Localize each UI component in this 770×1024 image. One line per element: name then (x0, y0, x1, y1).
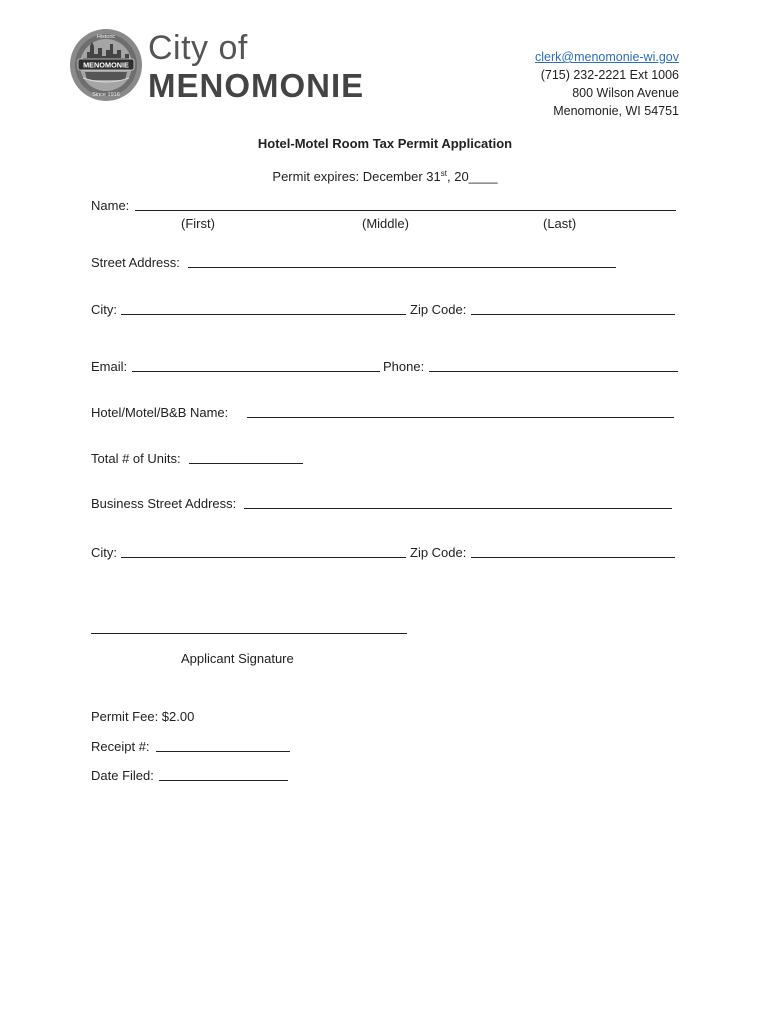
name-middle-caption: (Middle) (362, 216, 409, 231)
expires-superscript: st (440, 169, 447, 178)
date-filed-field[interactable] (159, 780, 288, 781)
phone-label: Phone: (383, 359, 425, 374)
contact-block (535, 48, 679, 120)
hotel-name-label: Hotel/Motel/B&B Name: (91, 405, 229, 420)
total-units-label: Total # of Units: (91, 451, 181, 466)
receipt-field[interactable] (156, 751, 290, 752)
street-address-field[interactable] (188, 267, 616, 268)
expires-prefix: Permit expires: December 31 (272, 169, 441, 184)
seal-top-text: Historic (96, 34, 116, 40)
contact-email-link[interactable]: clerk@menomonie-wi.gov (535, 50, 679, 64)
business-zip-label: Zip Code: (410, 545, 467, 560)
seal-bottom-text: Since 1916 (92, 92, 120, 98)
receipt-label: Receipt #: (91, 739, 150, 754)
total-units-field[interactable] (189, 463, 303, 464)
zip-code-field[interactable] (471, 314, 675, 315)
date-filed-label: Date Filed: (91, 768, 154, 783)
zip-code-label: Zip Code: (410, 302, 467, 317)
business-city-label: City: (91, 545, 117, 560)
signature-caption: Applicant Signature (181, 651, 294, 666)
city-label: City: (91, 302, 117, 317)
contact-street: 800 Wilson Avenue (572, 86, 679, 100)
email-label: Email: (91, 359, 128, 374)
name-last-caption: (Last) (543, 216, 577, 231)
name-label: Name: (91, 198, 130, 213)
city-field[interactable] (121, 314, 406, 315)
permit-expiration (0, 166, 770, 185)
business-street-label: Business Street Address: (91, 496, 237, 511)
permit-fee-text: Permit Fee: $2.00 (91, 709, 195, 724)
expires-suffix: , 20____ (446, 169, 498, 184)
hotel-name-field[interactable] (247, 417, 674, 418)
email-field[interactable] (132, 371, 380, 372)
name-field[interactable] (135, 210, 676, 211)
street-address-label: Street Address: (91, 255, 180, 270)
logo-city-of: City of (148, 29, 248, 67)
business-zip-field[interactable] (471, 557, 675, 558)
phone-field[interactable] (429, 371, 678, 372)
contact-city-state-zip: Menomonie, WI 54751 (553, 104, 679, 118)
business-city-field[interactable] (121, 557, 406, 558)
business-street-field[interactable] (244, 508, 672, 509)
city-seal-logo (69, 28, 143, 102)
form-title: Hotel-Motel Room Tax Permit Application (257, 136, 513, 151)
seal-banner-text: MENOMONIE (83, 60, 129, 70)
contact-phone: (715) 232-2221 Ext 1006 (540, 68, 679, 82)
signature-field[interactable] (91, 633, 407, 634)
logo-city-name: MENOMONIE (148, 67, 365, 104)
name-first-caption: (First) (181, 216, 215, 231)
